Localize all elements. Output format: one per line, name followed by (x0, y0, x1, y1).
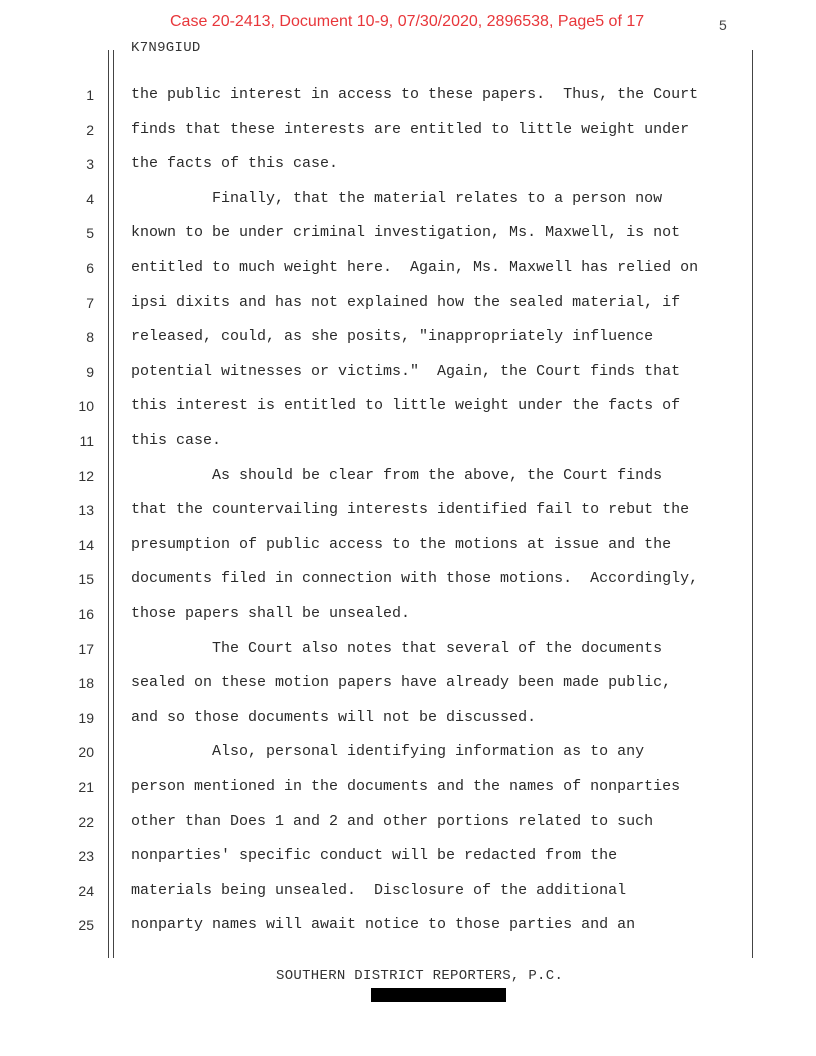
line-number: 12 (78, 467, 94, 484)
transcript-line: As should be clear from the above, the Court finds (131, 466, 663, 484)
transcript-line: and so those documents will not be discussed. (131, 708, 537, 726)
transcript-line: the public interest in access to these papers. Thus, the Court (131, 86, 699, 103)
line-number: 17 (78, 640, 94, 657)
case-header: Case 20-2413, Document 10-9, 07/30/2020, 2896538, Page5 of 17 (170, 13, 645, 30)
transcript-line: finds that these interests are entitled to little weight under (131, 120, 690, 138)
line-number: 23 (78, 848, 94, 865)
transcript-line: documents filed in connection with those motions. Accordingly, (131, 570, 699, 588)
line-number: 1 (86, 87, 94, 103)
line-number: 20 (78, 744, 94, 761)
transcript-line: potential witnesses or victims." Again, the Court finds that (131, 362, 681, 380)
transcript-line: those papers shall be unsealed. (131, 605, 411, 622)
line-number: 10 (78, 398, 94, 415)
transcript-line: that the countervailing interests identified fail to rebut the (131, 501, 690, 519)
transcript-line: person mentioned in the documents and the names of nonparties (131, 778, 681, 795)
redaction-bar (371, 988, 506, 1002)
line-number: 24 (78, 882, 94, 899)
line-number: 2 (86, 121, 94, 138)
line-number: 5 (86, 225, 94, 242)
line-number: 11 (79, 433, 94, 449)
transcript-line: Finally, that the material relates to a person now (131, 189, 663, 207)
line-number: 7 (86, 294, 94, 311)
transcript-line: ipsi dixits and has not explained how the sealed material, if (131, 293, 681, 311)
transcript-line: other than Does 1 and 2 and other portions related to such (131, 812, 654, 830)
line-number: 19 (78, 709, 94, 726)
transcript-line: entitled to much weight here. Again, Ms. Maxwell has relied on (131, 259, 699, 276)
transcript-line: nonparties' specific conduct will be redacted from the (131, 847, 618, 865)
page-number: 5 (719, 17, 727, 33)
line-number: 4 (86, 190, 94, 207)
line-number: 3 (86, 156, 94, 173)
line-number: 15 (78, 571, 94, 588)
left-margin-rule-outer (108, 50, 109, 958)
line-number: 25 (78, 917, 94, 934)
transcript-line: Also, personal identifying information as to any (131, 743, 645, 761)
line-number: 18 (78, 675, 94, 692)
transcript-line: the facts of this case. (131, 155, 339, 173)
line-number: 8 (86, 329, 94, 346)
transcript-line: this interest is entitled to little weight under the facts of (131, 397, 681, 415)
transcript-line: this case. (131, 432, 222, 449)
document-id: K7N9GIUD (131, 40, 201, 56)
transcript-line: nonparty names will await notice to those parties and an (131, 916, 636, 934)
line-number: 21 (78, 779, 94, 795)
transcript-line: materials being unsealed. Disclosure of the additional (131, 881, 627, 899)
line-number: 16 (78, 606, 94, 622)
transcript-line: known to be under criminal investigation, Ms. Maxwell, is not (131, 224, 681, 242)
line-number: 9 (86, 363, 94, 380)
transcript-line: released, could, as she posits, "inappropriately influence (131, 328, 654, 346)
line-number: 22 (78, 813, 94, 830)
transcript-line: presumption of public access to the motions at issue and the (131, 535, 672, 553)
left-margin-rule-inner (113, 50, 114, 958)
line-number: 13 (78, 502, 94, 519)
transcript-line: sealed on these motion papers have already been made public, (131, 674, 672, 692)
line-number: 6 (86, 260, 94, 276)
line-number: 14 (78, 536, 94, 553)
right-margin-rule (752, 50, 753, 958)
footer-reporter: SOUTHERN DISTRICT REPORTERS, P.C. (276, 968, 564, 984)
transcript-line: The Court also notes that several of the documents (131, 639, 663, 657)
